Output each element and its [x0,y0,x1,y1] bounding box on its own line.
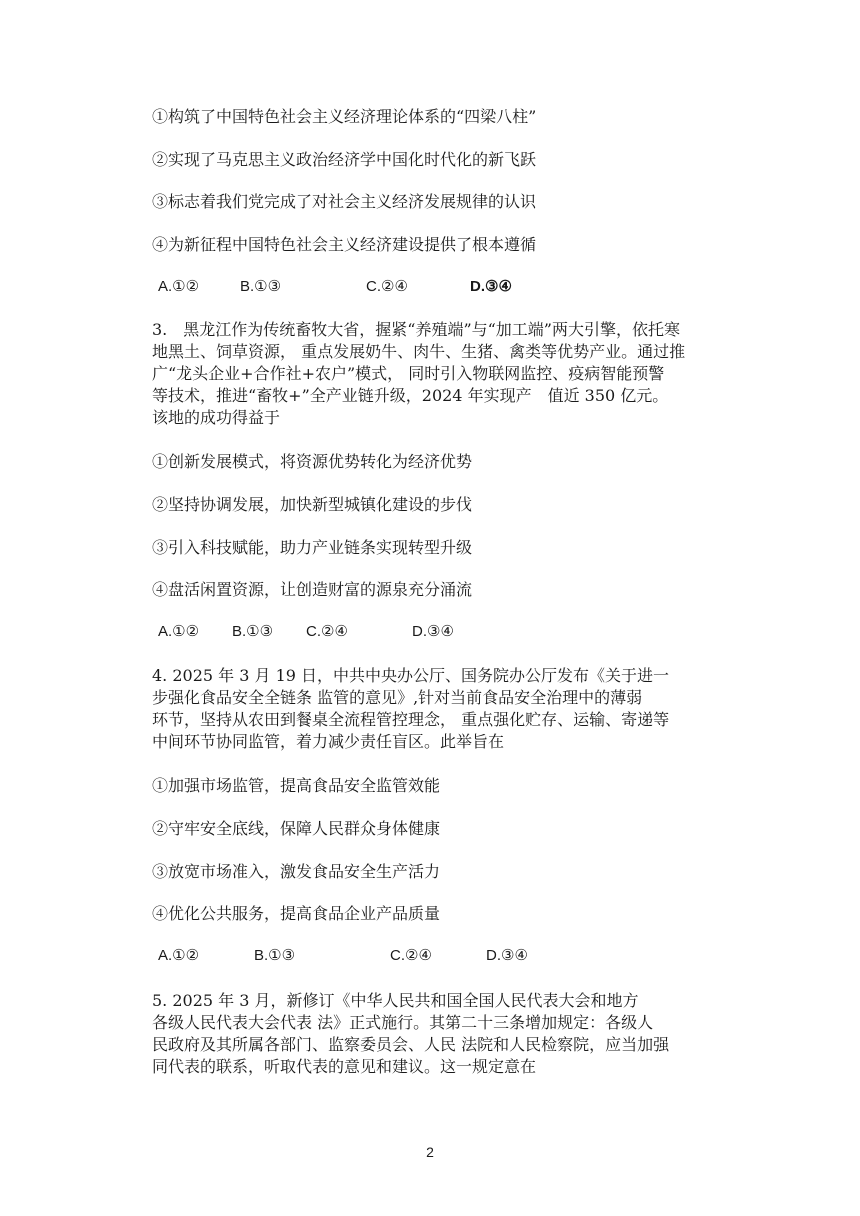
q3-item-4: ④盘活闲置资源，让创造财富的源泉充分涌流 [152,580,473,599]
q3-stem-line-4: 等技术，推进“畜牧+”全产业链升级，2024 年实现产 值近 350 亿元。 [152,386,669,405]
q3-item-1: ①创新发展模式，将资源优势转化为经济优势 [152,452,473,471]
q4-option-c: C.②④ [390,947,432,964]
q2-option-a: A.①② [158,278,200,295]
q4-stem-line-1: 4. 2025 年 3 月 19 日，中共中央办公厅、国务院办公厅发布《关于进一 [152,666,670,685]
q3-option-b: B.①③ [232,623,274,640]
q5-stem-line-4: 同代表的联系，听取代表的意见和建议。这一规定意在 [152,1057,537,1076]
q2-item-4: ④为新征程中国特色社会主义经济建设提供了根本遵循 [152,235,537,254]
q4-option-d: D.③④ [486,947,528,964]
page-number: 2 [426,1144,434,1160]
q2-item-3: ③标志着我们党完成了对社会主义经济发展规律的认识 [152,192,537,211]
q4-item-2: ②守牢安全底线，保障人民群众身体健康 [152,819,441,838]
q3-stem-line-5: 该地的成功得益于 [152,408,281,427]
q4-option-a: A.①② [158,947,200,964]
q2-item-2: ②实现了马克思主义政治经济学中国化时代化的新飞跃 [152,150,537,169]
q3-option-d: D.③④ [412,623,454,640]
q2-option-b: B.①③ [240,278,282,295]
q3-stem-line-3: 广“龙头企业+合作社+农户”模式， 同时引入物联网监控、疫病智能预警 [152,364,665,383]
q3-option-c: C.②④ [306,623,348,640]
q2-option-d: D.③④ [470,278,512,295]
q3-stem-line-1: 3. 黑龙江作为传统畜牧大省，握紧“养殖端”与“加工端”两大引擎，依托寒 [152,320,680,339]
q3-stem-line-2: 地黑土、饲草资源， 重点发展奶牛、肉牛、生猪、禽类等优势产业。通过推 [152,342,686,361]
q4-stem-line-4: 中间环节协同监管，着力减少责任盲区。此举旨在 [152,732,505,751]
q5-stem-line-1: 5. 2025 年 3 月，新修订《中华人民共和国全国人民代表大会和地方 [152,991,639,1010]
q5-stem-line-2: 各级人民代表大会代表 法》正式施行。其第二十三条增加规定：各级人 [152,1013,654,1032]
q4-option-b: B.①③ [254,947,296,964]
q2-option-c: C.②④ [366,278,408,295]
q5-stem-line-3: 民政府及其所属各部门、监察委员会、人民 法院和人民检察院，应当加强 [152,1035,670,1054]
q4-item-1: ①加强市场监管，提高食品安全监管效能 [152,776,441,795]
q3-item-2: ②坚持协调发展，加快新型城镇化建设的步伐 [152,495,473,514]
q3-item-3: ③引入科技赋能，助力产业链条实现转型升级 [152,538,473,557]
q4-stem-line-2: 步强化食品安全全链条 监管的意见》,针对当前食品安全治理中的薄弱 [152,688,643,707]
q4-item-3: ③放宽市场准入，激发食品安全生产活力 [152,862,441,881]
q2-item-1: ①构筑了中国特色社会主义经济理论体系的“四梁八柱” [152,107,537,126]
q4-stem-line-3: 环节，坚持从农田到餐桌全流程管控理念， 重点强化贮存、运输、寄递等 [152,710,670,729]
q4-item-4: ④优化公共服务，提高食品企业产品质量 [152,904,441,923]
q3-option-a: A.①② [158,623,200,640]
